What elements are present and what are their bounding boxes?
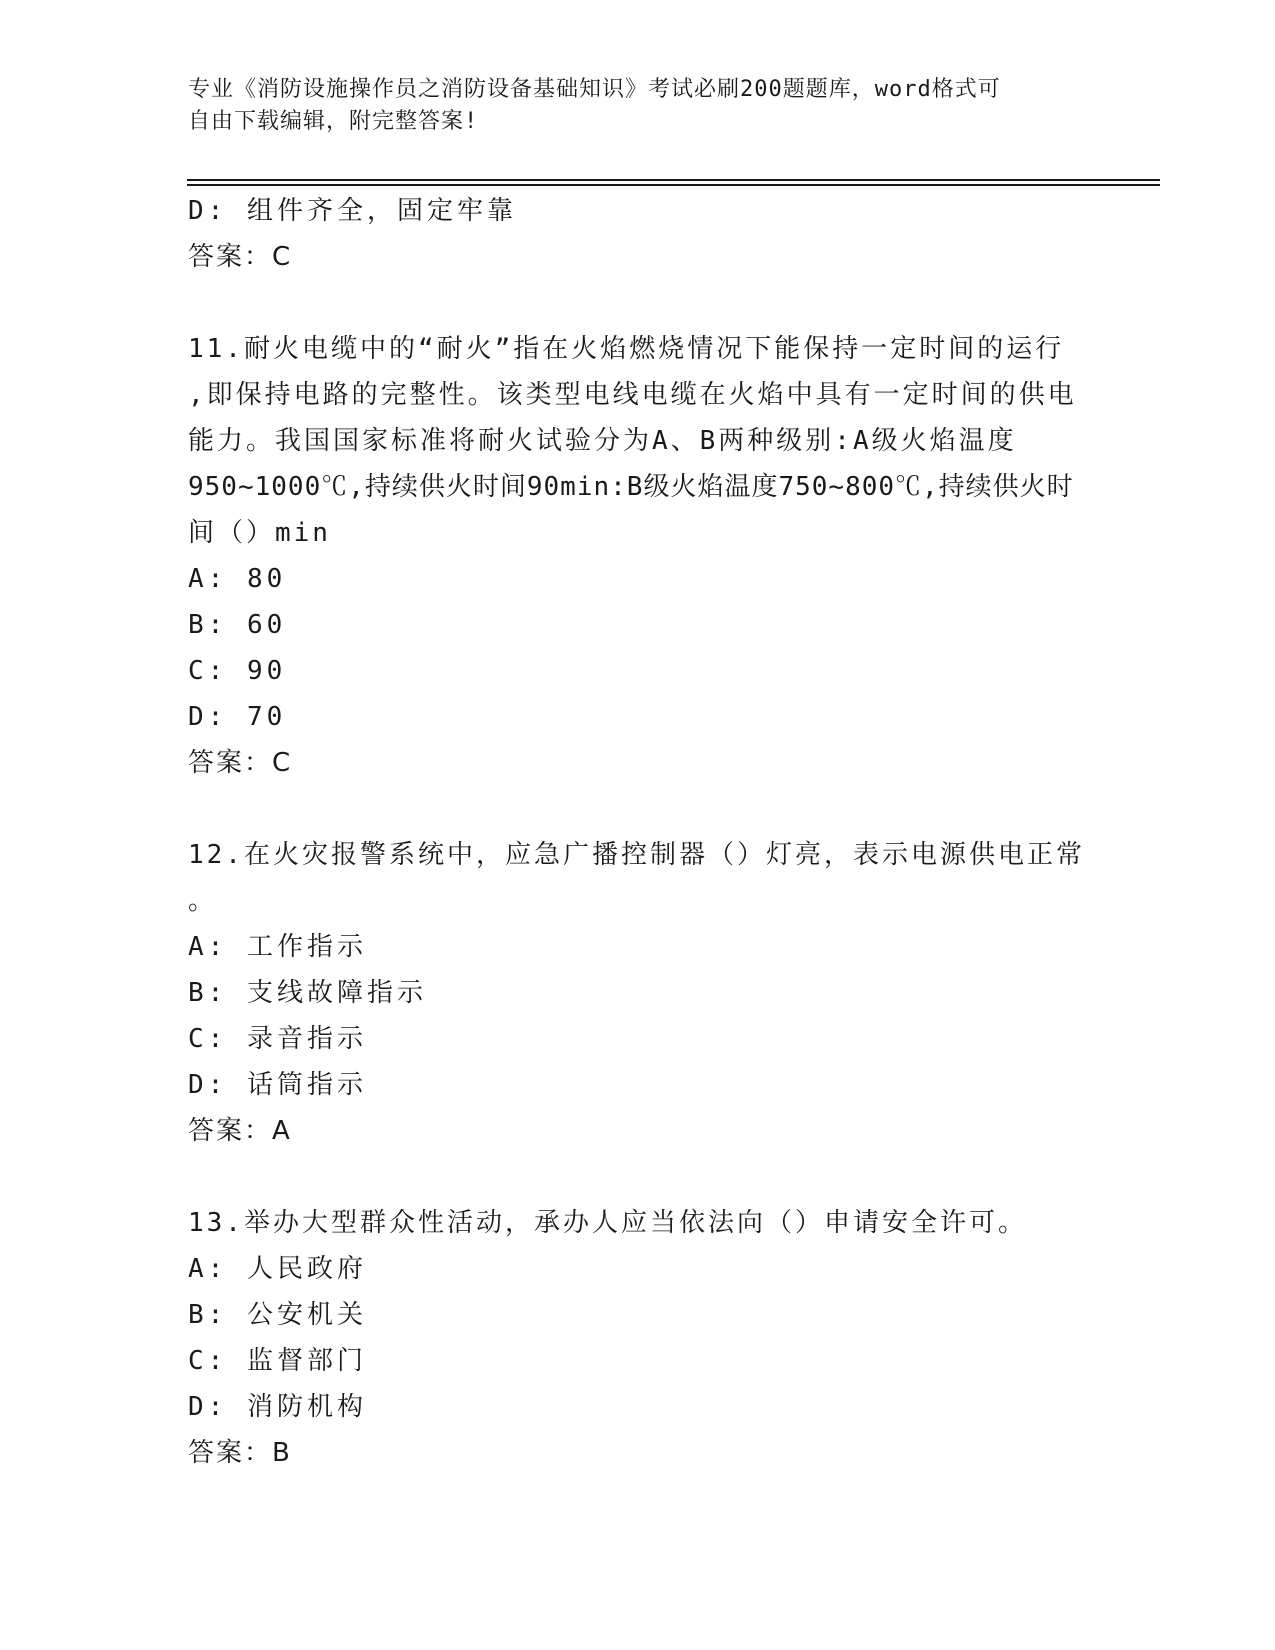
question-13-option-c: C: 监督部门 — [188, 1346, 367, 1376]
prev-answer: 答案：C — [188, 242, 293, 272]
question-11-answer: 答案：C — [188, 748, 293, 778]
question-13-option-d: D: 消防机构 — [188, 1392, 367, 1422]
question-12-answer: 答案：A — [188, 1116, 292, 1146]
question-12-option-c: C: 录音指示 — [188, 1024, 367, 1054]
question-11-option-c: C: 90 — [188, 656, 287, 686]
question-11-stem-line-2: ,即保持电路的完整性。该类型电线电缆在火焰中具有一定时间的供电 — [188, 380, 1077, 410]
header-divider-top — [187, 179, 1160, 181]
question-11-stem-line-3: 能力。我国国家标准将耐火试验分为A、B两种级别:A级火焰温度 — [188, 426, 1017, 456]
question-11-option-a: A: 80 — [188, 564, 287, 594]
question-11-stem-line-1: 11.耐火电缆中的“耐火”指在火焰燃烧情况下能保持一定时间的运行 — [188, 334, 1065, 364]
document-header — [188, 74, 1088, 138]
question-12-option-b: B: 支线故障指示 — [188, 978, 427, 1008]
question-12-stem-line-1: 12.在火灾报警系统中，应急广播控制器（）灯亮，表示电源供电正常 — [188, 840, 1085, 870]
question-12-option-a: A: 工作指示 — [188, 932, 367, 962]
question-11-stem-line-5: 间（）min — [188, 518, 331, 548]
question-13 — [188, 1200, 1088, 1476]
header-line-2: 自由下载编辑，附完整答案! — [188, 109, 479, 134]
question-11 — [188, 326, 1088, 786]
question-12-option-d: D: 话筒指示 — [188, 1070, 367, 1100]
question-11-stem-line-4: 950~1000℃,持续供火时间90min:B级火焰温度750~800℃,持续供火时 — [188, 472, 1074, 502]
question-11-option-b: B: 60 — [188, 610, 287, 640]
question-11-option-d: D: 70 — [188, 702, 287, 732]
question-13-option-a: A: 人民政府 — [188, 1254, 367, 1284]
header-divider-bottom — [187, 184, 1160, 186]
header-line-1: 专业《消防设施操作员之消防设备基础知识》考试必刷200题题库，word格式可 — [188, 77, 1001, 102]
question-13-option-b: B: 公安机关 — [188, 1300, 367, 1330]
question-12 — [188, 832, 1088, 1154]
question-13-answer: 答案：B — [188, 1438, 292, 1468]
spacer — [188, 1154, 1088, 1200]
spacer — [188, 280, 1088, 326]
question-content — [188, 188, 1088, 1476]
question-13-stem-line-1: 13.举办大型群众性活动，承办人应当依法向（）申请安全许可。 — [188, 1208, 1027, 1238]
spacer — [188, 786, 1088, 832]
prev-option-d: D: 组件齐全，固定牢靠 — [188, 196, 517, 226]
question-12-stem-line-2: 。 — [188, 886, 218, 916]
